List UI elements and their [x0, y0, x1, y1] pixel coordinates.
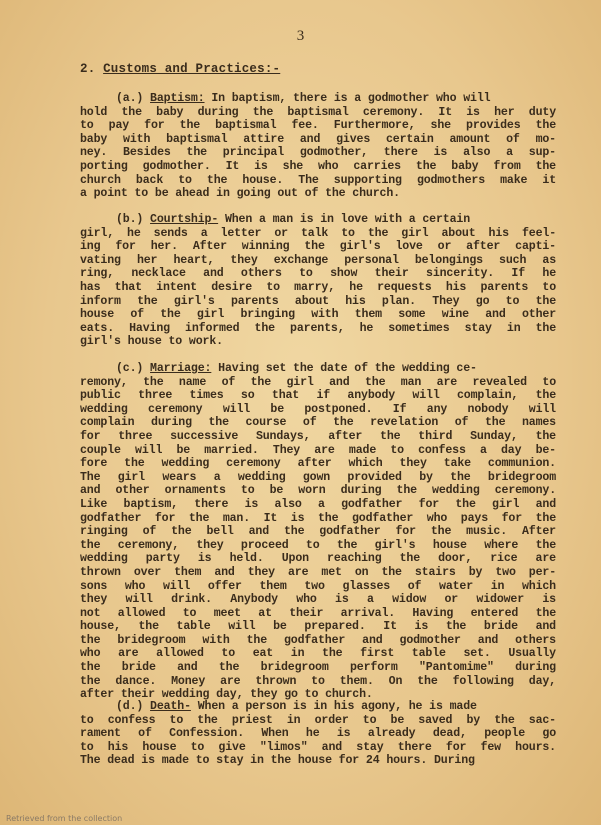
paragraph-line: thrown over them and they are met on the stairs by two per-: [80, 565, 556, 579]
paragraph-line: to his house to give "limos" and stay there for few hours.: [80, 740, 556, 754]
paragraph-line: The girl wears a wedding gown provided by the bridegroom: [80, 470, 556, 484]
paragraph-line: couple will be married. They are made to confess a day be-: [80, 443, 556, 457]
paragraph-line: not allowed to meet at their arrival. Having entered the: [80, 606, 556, 620]
paragraph-line: wedding party is held. Upon reaching the door, rice are: [80, 552, 556, 566]
paragraph-line: the bride and the bridegroom perform "Pantomime" during: [80, 661, 556, 675]
paragraph-line: ringing of the bell and the godfather for the music. After: [80, 525, 556, 539]
paragraph-label: (a.): [116, 92, 144, 105]
paragraph-line: girl's house to work.: [80, 335, 223, 349]
paragraph-line: the ceremony, they proceed to the girl's house where the: [80, 538, 556, 552]
paragraph-line: the bridegroom with the godfather and godmother and others: [80, 633, 556, 647]
paragraph-line-text: When a person is in his agony, he is made: [197, 700, 477, 713]
paragraph-line: they will drink. Anybody who is a widow or widower is: [80, 593, 556, 607]
paragraph-line: [80, 92, 556, 106]
paragraph-line: has that intent desire to marry, he requests his parents to: [80, 280, 556, 294]
paragraph-line: to pay for the baptismal fee. Furthermore, she provides the: [80, 119, 556, 133]
paragraph-line: house of the girl bringing with them some wine and other: [80, 308, 556, 322]
paragraph-line: ney. Besides the principal godmother, there is also a sup-: [80, 146, 556, 160]
paragraph-line: fore the wedding ceremony after which they take communion.: [80, 457, 556, 471]
paragraph-line: The dead is made to stay in the house for 24 hours. During: [80, 754, 475, 768]
page-number: 3: [296, 28, 305, 44]
paragraph-line: remony, the name of the girl and the man are revealed to: [80, 375, 556, 389]
paragraph-courtship: [80, 213, 556, 349]
paragraph-line-text: Having set the date of the wedding ce-: [218, 362, 477, 375]
paragraph-line: Like baptism, there is also a godfather for the girl and: [80, 497, 556, 511]
paragraph-line: after their wedding day, they go to church.: [80, 688, 373, 702]
paragraph-line: wedding ceremony will be postponed. If any nobody will: [80, 402, 556, 416]
section-number: 2.: [80, 62, 96, 76]
paragraph-line: church back to the house. The supporting godmothers make it: [80, 173, 556, 187]
paragraph-line: porting godmother. It is she who carries the baby from the: [80, 159, 556, 173]
paragraph-line: eats. Having informed the parents, he sometimes stay in the: [80, 321, 556, 335]
paragraph-line: public three times so that if anybody will complain, the: [80, 389, 556, 403]
paragraph-marriage: [80, 362, 556, 702]
paragraph-line: inform the girl's parents about his plan. They go to the: [80, 294, 556, 308]
paragraph-death: [80, 700, 556, 768]
paragraph-line-text: When a man is in love with a certain: [224, 213, 471, 226]
paragraph-line: sons who will offer them two glasses of water in which: [80, 579, 556, 593]
paragraph-line: hold the baby during the baptismal ceremony. It is her duty: [80, 105, 556, 119]
paragraph-line: girl, he sends a letter or talk to the girl about his feel-: [80, 226, 556, 240]
paragraph-term: Courtship-: [150, 213, 219, 226]
paragraph-line: the dance. Money are thrown to them. On the following day,: [80, 674, 556, 688]
paragraph-line: rament of Confession. When he is already dead, people go: [80, 727, 556, 741]
paragraph-line: vating her heart, they exchange personal belongings such as: [80, 253, 556, 267]
paragraph-term: Marriage:: [150, 362, 212, 375]
paragraph-line: [80, 362, 556, 376]
paragraph-label: (b.): [116, 213, 144, 226]
paragraph-line: a point to be ahead in going out of the church.: [80, 187, 400, 201]
section-heading: [80, 62, 280, 76]
paragraph-label: (d.): [116, 700, 144, 713]
paragraph-baptism: [80, 92, 556, 201]
section-title: Customs and Practices:-: [103, 62, 281, 76]
paragraph-line: and other ornaments to be worn during the wedding ceremony.: [80, 484, 556, 498]
paragraph-line: house, the table will be prepared. It is the bride and: [80, 620, 556, 634]
paragraph-term: Baptism:: [150, 92, 205, 105]
paragraph-line: who are allowed to eat in the first table set. Usually: [80, 647, 556, 661]
paragraph-line: ing for her. After winning the girl's love or after capti-: [80, 240, 556, 254]
paragraph-line: to confess to the priest in order to be saved by the sac-: [80, 713, 556, 727]
paragraph-line: godfather for the man. It is the godfather who pays for the: [80, 511, 556, 525]
paragraph-line-text: In baptism, there is a godmother who will: [211, 92, 491, 105]
footer-mark: Retrieved from the collection: [6, 814, 123, 823]
paragraph-label: (c.): [116, 362, 144, 375]
paragraph-line: baby with baptismal attire and gives certain amount of mo-: [80, 132, 556, 146]
paragraph-line: [80, 700, 556, 714]
paragraph-line: ring, necklace and others to show their sincerity. If he: [80, 267, 556, 281]
paragraph-line: complain during the course of the revelation of the names: [80, 416, 556, 430]
paragraph-term: Death-: [150, 700, 191, 713]
paragraph-line: [80, 213, 556, 227]
paragraph-line: for three successive Sundays, after the third Sunday, the: [80, 429, 556, 443]
